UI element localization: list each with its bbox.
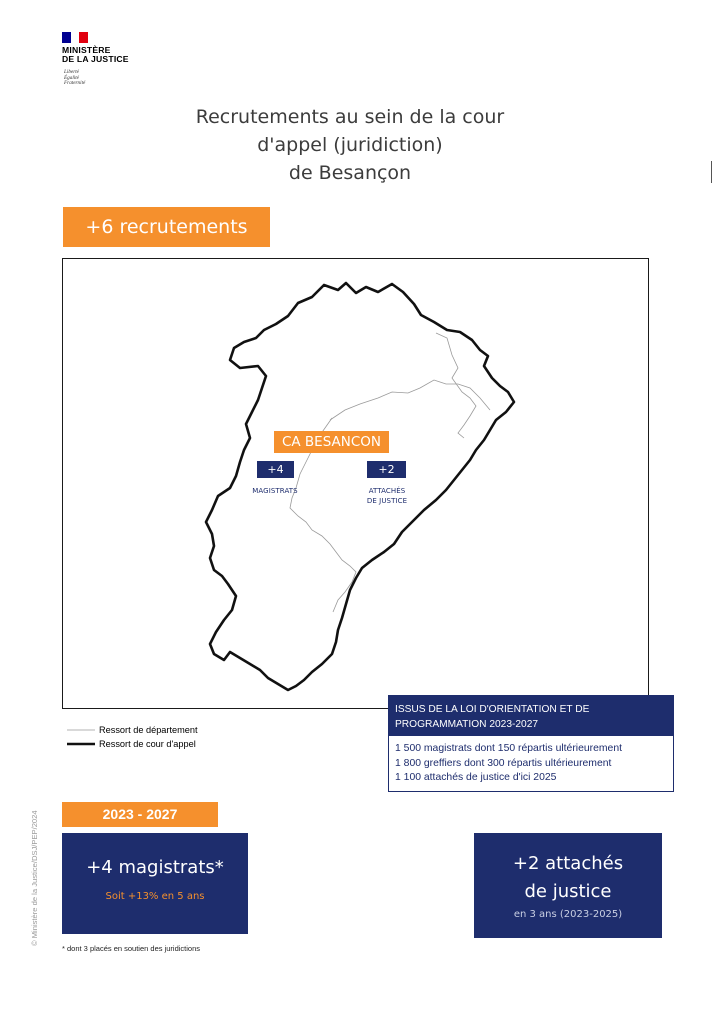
stat-attaches (474, 833, 662, 938)
thin-line-icon (67, 727, 95, 733)
stat-attaches-title-1: +2 attachés (512, 853, 624, 874)
attaches-count-badge: +2 (367, 461, 406, 478)
logo-line-1: MINISTÈRE (62, 45, 111, 55)
title-line-2: d'appel (juridiction) (257, 134, 443, 156)
footnote: * dont 3 placés en soutien des juridictions (62, 944, 201, 953)
law-heading: ISSUS DE LA LOI D'ORIENTATION ET DE PROGRAMMATION 2023-2027 (389, 696, 673, 736)
magistrats-map-label: MAGISTRATS (252, 487, 298, 495)
stat-magistrats (62, 833, 248, 934)
thick-line-icon (67, 741, 95, 747)
copyright-credit: © Ministère de la Justice/DSJ/PEP/2024 (30, 810, 39, 946)
stat-attaches-title-2: de justice (524, 881, 612, 902)
stat-magistrats-title: +4 magistrats* (86, 857, 224, 878)
map-legend (67, 724, 267, 754)
legend-department: Ressort de département (67, 724, 198, 736)
title-line-3: de Besançon (288, 162, 412, 184)
law-item: 1 500 magistrats dont 150 répartis ultérieurement (395, 743, 622, 754)
attaches-map-label: ATTACHÉS DE JUSTICE (366, 487, 408, 505)
magistrats-count-badge: +4 (257, 461, 294, 478)
logo-motto: Liberté Égalité Fraternité (64, 69, 86, 87)
stat-magistrats-subtitle: Soit +13% en 5 ans (105, 891, 205, 902)
title-line-1: Recrutements au sein de la cour (195, 106, 505, 128)
logo-line-2: DE LA JUSTICE (62, 54, 129, 64)
law-items (395, 742, 622, 786)
legend-court: Ressort de cour d'appel (67, 738, 196, 750)
court-label: CA BESANCON (274, 431, 389, 453)
period-badge: 2023 - 2027 (62, 802, 218, 827)
law-item: 1 100 attachés de justice d'ici 2025 (395, 772, 557, 783)
law-info-box (388, 695, 674, 792)
law-item: 1 800 greffiers dont 300 répartis ultérieurement (395, 757, 612, 769)
stat-attaches-subtitle: en 3 ans (2023-2025) (513, 909, 623, 920)
recruitments-badge: +6 recrutements (63, 207, 270, 247)
